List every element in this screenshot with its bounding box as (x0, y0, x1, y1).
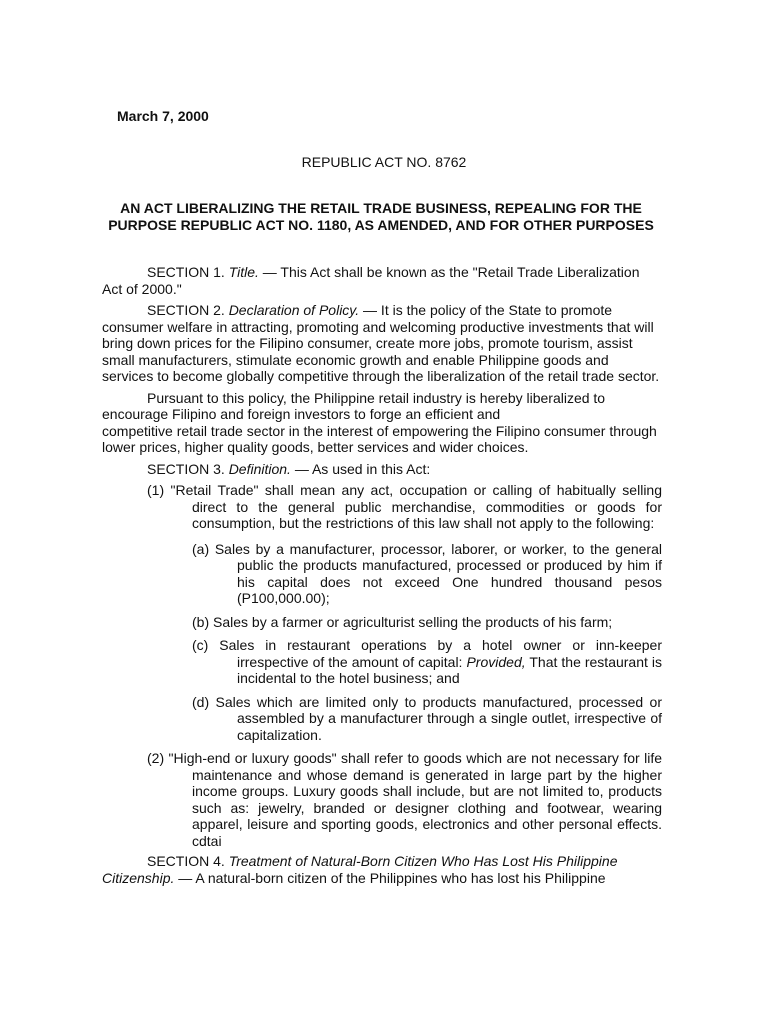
section-4 (102, 853, 662, 886)
section-2-heading: Declaration of Policy. (228, 302, 360, 318)
section-1-heading: Title. (228, 264, 259, 280)
exception-c-end: That the restaurant is incidental to the hotel business; and (237, 653, 662, 686)
exception-c (192, 637, 662, 687)
section-4-label: SECTION 4. (147, 853, 225, 869)
section-3-text: — As used in this Act: (294, 460, 431, 477)
act-title: AN ACT LIBERALIZING THE RETAIL TRADE BUSINESS, REPEALING FOR THE PURPOSE REPUBLIC ACT NO. 1180, AS AMENDED, AND FOR OTHER PURPOSES (108, 200, 654, 233)
section-2-text: — It is the policy of the State to promote consumer welfare in attracting, promoting and welcoming productive investments that will bring down prices for the Filipino consumer, create more jobs, promote tourism, assist small manufacturers, stimulate economic growth and enable Philippine goods and services to become globally competitive through the liberalization of the retail trade sector. (102, 302, 660, 384)
section-2-paragraph-2 (102, 390, 662, 456)
section-4-text: — A natural-born citizen of the Philippines who has lost his Philippine (178, 869, 606, 886)
section-2-paragraph-2-line-1: Pursuant to this policy, the Philippine retail industry is hereby liberalized to encourage Filipino and foreign investors to forge an efficient and (102, 389, 606, 422)
exception-d: (d) Sales which are limited only to products manufactured, processed or assembled by a manufacturer through a single outlet, irrespective of capitalization. (192, 693, 662, 743)
exception-c-start: (c) Sales in restaurant operations by a hotel owner or inn-keeper irrespective of the amount of capital: (192, 637, 662, 670)
section-1-text: — This Act shall be known as the "Retail Trade Liberalization Act of 2000." (102, 264, 640, 297)
document-date: March 7, 2000 (117, 108, 209, 124)
section-4-heading: Treatment of Natural-Born Citizen Who Has Lost His Philippine Citizenship. (102, 853, 618, 886)
section-3-label: SECTION 3. (147, 460, 225, 477)
section-1 (102, 264, 662, 297)
section-2-label: SECTION 2. (147, 302, 225, 318)
section-2-paragraph-2-line-2: competitive retail trade sector in the interest of empowering the Filipino consumer through lower prices, higher quality goods, better services and wider choices. (102, 422, 657, 455)
document-body (102, 264, 662, 891)
definition-retail-trade: (1) "Retail Trade" shall mean any act, occupation or calling of habitually selling direct to the general public merchandise, commodities or goods for consumption, but the restrictions of this law shall not apply to the following: (147, 482, 662, 531)
definition-luxury-goods: (2) "High-end or luxury goods" shall refer to goods which are not necessary for life maintenance and whose demand is generated in large part by the higher income groups. Luxury goods shall include, but are not limited to, products such as: jewelry, branded or designer clothing and footwear, wearing apparel, leisure and sporting goods, electronics and other personal effects. cdtai (147, 750, 662, 849)
exception-a: (a) Sales by a manufacturer, processor, laborer, or worker, to the general public the products manufactured, processed or produced by him if his capital does not exceed One hundred thousand pesos (P100,000.00); (192, 540, 662, 606)
section-3 (102, 461, 662, 478)
section-2 (102, 302, 662, 385)
act-number: REPUBLIC ACT NO. 8762 (301, 154, 467, 170)
exception-b: (b) Sales by a farmer or agriculturist selling the products of his farm; (192, 613, 613, 630)
exception-c-provided: Provided, (466, 653, 526, 670)
section-3-heading: Definition. (228, 460, 291, 477)
section-1-label: SECTION 1. (147, 264, 225, 280)
